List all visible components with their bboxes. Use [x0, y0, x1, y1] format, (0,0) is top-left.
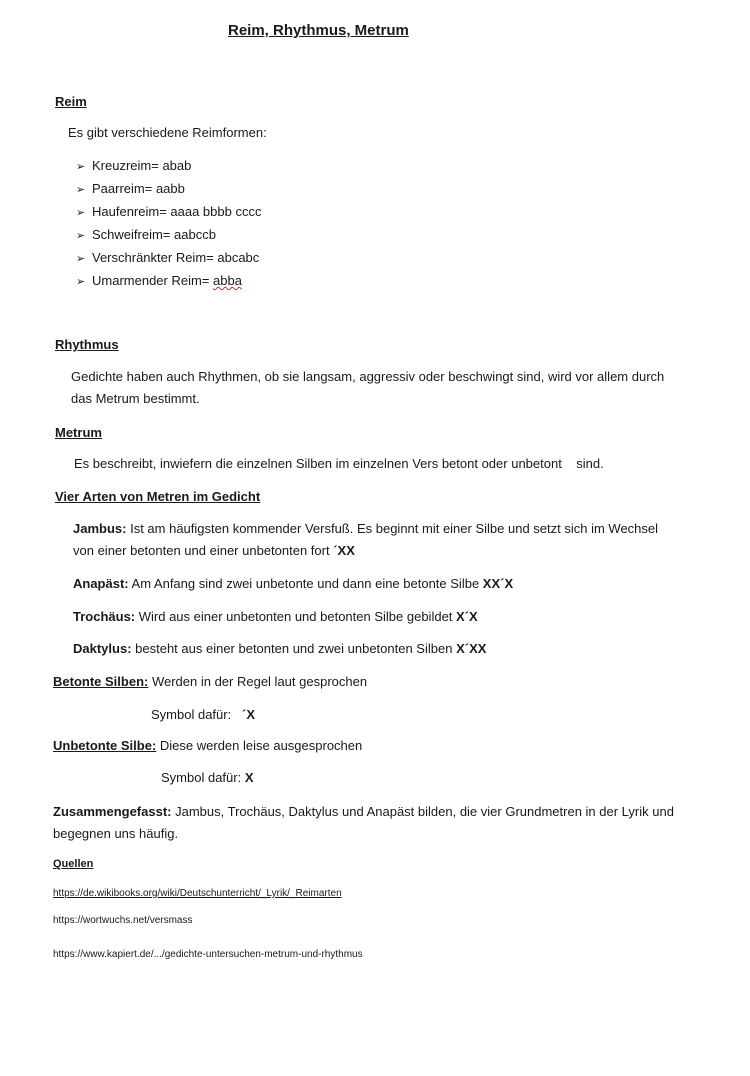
list-item: [76, 200, 261, 223]
list-item-text: Verschränkter Reim= abcabc: [92, 250, 260, 265]
daktylus-symbol: X´XX: [456, 641, 487, 656]
list-item-text: Haufenreim= aaaa bbbb cccc: [92, 204, 262, 219]
betonte-symbol-line: [151, 704, 255, 726]
betonte-symbol-label: Symbol dafür:: [151, 707, 243, 722]
unbetonte-symbol-label: Symbol dafür:: [161, 770, 245, 785]
heading-metrum: Metrum: [55, 425, 102, 440]
metrum-text: Es beschreibt, inwiefern die einzelnen Silben im einzelnen Vers betont oder unbetont sind.: [74, 456, 604, 471]
jambus-symbol: ´XX: [333, 543, 355, 558]
jambus-line-1: [73, 518, 658, 540]
trochaeus-label: Trochäus:: [73, 609, 136, 624]
zusammengefasst-label: Zusammengefasst:: [53, 804, 172, 819]
anapaest-line: [73, 573, 513, 595]
reimformen-list: [76, 154, 261, 292]
unbetonte-symbol: X: [244, 770, 254, 785]
trochaeus-line: [73, 606, 478, 628]
reim-intro: Es gibt verschiedene Reimformen:: [68, 125, 267, 140]
zusammengefasst-text: Jambus, Trochäus, Daktylus und Anapäst bilden, die vier Grundmetren in der Lyrik und: [171, 804, 674, 819]
list-item: [76, 154, 261, 177]
jambus-label: Jambus:: [73, 521, 127, 536]
list-item: [76, 223, 261, 246]
list-item-text: Schweifreim= aabccb: [92, 227, 216, 242]
heading-quellen: Quellen: [53, 858, 94, 870]
list-item-text: Kreuzreim= abab: [92, 158, 192, 173]
list-item: [76, 269, 261, 292]
arrow-bullet-icon: ➢: [76, 230, 86, 242]
trochaeus-symbol: X´X: [456, 609, 478, 624]
arrow-bullet-icon: ➢: [76, 276, 86, 288]
betonte-silben-line: [53, 671, 367, 693]
page-title: Reim, Rhythmus, Metrum: [228, 22, 409, 39]
anapaest-symbol: XX´X: [482, 576, 514, 591]
list-item-text: Umarmender Reim=: [92, 273, 214, 288]
daktylus-line: [73, 638, 486, 660]
source-link-wortwuchs[interactable]: https://wortwuchs.net/versmass: [53, 915, 193, 926]
list-item-text: Paarreim= aabb: [92, 181, 185, 196]
arrow-bullet-icon: ➢: [76, 184, 86, 196]
betonte-symbol: ´X: [242, 707, 256, 722]
daktylus-text: besteht aus einer betonten und zwei unbetonten Silben: [131, 641, 457, 656]
list-item: [76, 246, 261, 269]
heading-vier-arten: Vier Arten von Metren im Gedicht: [55, 489, 261, 504]
betonte-silben-label: Betonte Silben:: [53, 674, 149, 689]
heading-rhythmus: Rhythmus: [55, 337, 119, 352]
jambus-line-2: [73, 540, 355, 562]
unbetonte-silbe-line: [53, 735, 362, 757]
rhythmus-line-1: Gedichte haben auch Rhythmen, ob sie langsam, aggressiv oder beschwingt sind, wird vor allem durch: [71, 369, 665, 384]
daktylus-label: Daktylus:: [73, 641, 132, 656]
zusammengefasst-line-2: begegnen uns häufig.: [53, 826, 179, 841]
unbetonte-silbe-text: Diese werden leise ausgesprochen: [156, 738, 363, 753]
heading-reim: Reim: [55, 94, 87, 109]
rhythmus-line-2: das Metrum bestimmt.: [71, 391, 200, 406]
arrow-bullet-icon: ➢: [76, 253, 86, 265]
unbetonte-silbe-label: Unbetonte Silbe:: [53, 738, 157, 753]
arrow-bullet-icon: ➢: [76, 207, 86, 219]
source-link-kapiert[interactable]: https://www.kapiert.de/.../gedichte-untersuchen-metrum-und-rhythmus: [53, 949, 363, 960]
list-item: [76, 177, 261, 200]
trochaeus-text: Wird aus einer unbetonten und betonten Silbe gebildet: [135, 609, 457, 624]
unbetonte-symbol-line: [161, 767, 254, 789]
jambus-text-2: von einer betonten und einer unbetonten fort: [73, 543, 334, 558]
anapaest-text: Am Anfang sind zwei unbetonte und dann eine betonte Silbe: [128, 576, 483, 591]
zusammengefasst-line-1: [53, 801, 674, 823]
arrow-bullet-icon: ➢: [76, 161, 86, 173]
spellcheck-flagged-word: abba: [213, 273, 242, 288]
source-link-wikibooks[interactable]: https://de.wikibooks.org/wiki/Deutschunterricht/_Lyrik/_Reimarten: [53, 888, 342, 899]
jambus-text: Ist am häufigsten kommender Versfuß. Es beginnt mit einer Silbe und setzt sich im Wechsel: [126, 521, 659, 536]
betonte-silben-text: Werden in der Regel laut gesprochen: [148, 674, 368, 689]
anapaest-label: Anapäst:: [73, 576, 129, 591]
